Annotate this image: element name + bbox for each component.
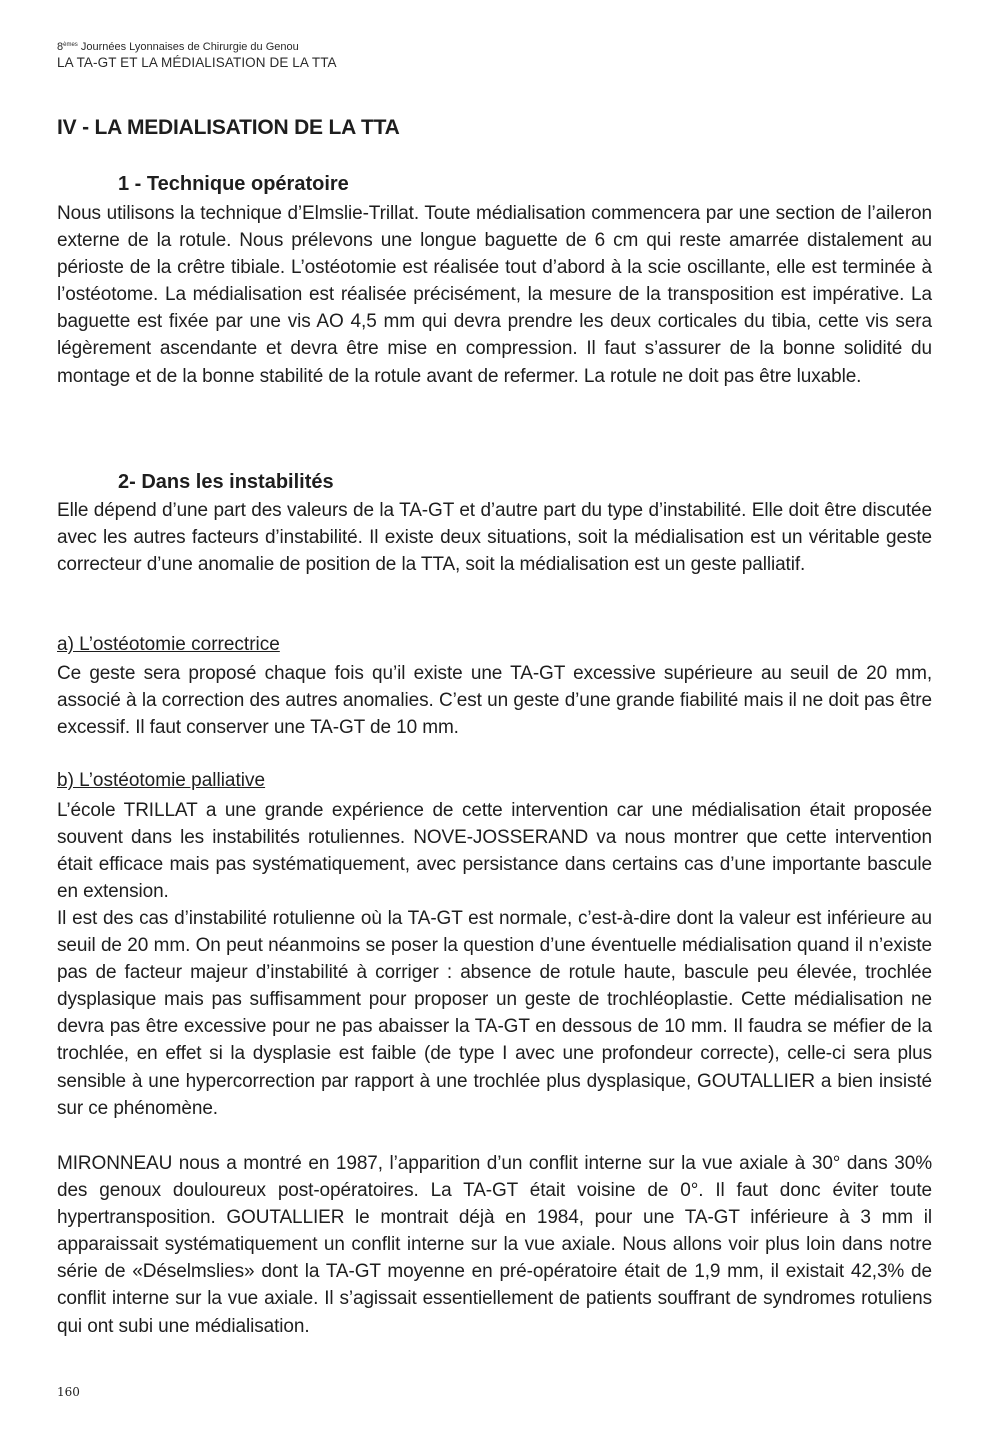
page-number: 160 [57, 1385, 80, 1399]
ordinal-number: 8 [57, 41, 64, 53]
paragraph-palliative-3: MIRONNEAU nous a montré en 1987, l’apparition d’un conflit interne sur la vue axiale à 30° dans 30% des genoux douloureux post-opératoires. La TA-GT était voisine de 0°. Il faut donc éviter toute hypertransposition. GOUTALLIER le montrait déjà en 1984, pour une TA-GT inférieure à 3 mm il apparaissait systématiquement un conflit interne sur la vue axiale. Nous allons voir plus loin dans notre série de «Déselmslies» dont la TA-GT moyenne en pré-opératoire était de 1,9 mm, il existait 42,3% de conflit interne sur la vue axiale. Il s’agissait essentiellement de patients souffrant de syndromes rotuliens qui ont subi une médialisation. [57, 1153, 932, 1337]
ordinal-suffix: èmes [63, 42, 78, 48]
paragraph-technique: Nous utilisons la technique d’Elmslie-Trillat. Toute médialisation commencera par une section de l’aileron externe de la rotule. Nous prélevons une longue baguette de 6 cm qui reste amarrée distalement au périoste de la crêtre tibiale. L’ostéotomie est réalisée tout d’abord à la scie oscillante, elle est terminée à l’ostéotome. La médialisation est réalisée précisément, la mesure de la transposition est impérative. La baguette est fixée par une vis AO 4,5 mm qui devra prendre les deux corticales du tibia, cette vis sera légèrement ascendante et devra être mise en compression. Il faut s’assurer de la bonne solidité du montage et de la bonne stabilité de la rotule avant de refermer. La rotule ne doit pas être luxable. [57, 203, 932, 387]
subsection-title-instabilites: 2- Dans les instabilités [118, 471, 334, 493]
section-title: IV - LA MEDIALISATION DE LA TTA [57, 116, 400, 139]
conference-title: Journées Lyonnaises de Chirurgie du Genou [77, 41, 299, 53]
conference-name [57, 38, 337, 55]
heading-osteotomie-correctrice: a) L’ostéotomie correctrice [57, 634, 280, 655]
running-header [57, 38, 337, 70]
subsection-title-technique: 1 - Technique opératoire [118, 173, 349, 195]
heading-osteotomie-palliative: b) L’ostéotomie palliative [57, 770, 266, 791]
chapter-title: LA TA-GT ET LA MÉDIALISATION DE LA TTA [57, 55, 337, 70]
paragraph-instabilites: Elle dépend d’une part des valeurs de la TA-GT et d’autre part du type d’instabilité. Elle doit être discutée avec les autres facteurs d’instabilité. Il existe deux situations, soit la médialisation est un véritable geste correcteur d’une anomalie de position de la TTA, soit la médialisation est un geste palliatif. [57, 500, 932, 576]
paragraph-palliative-2: Il est des cas d’instabilité rotulienne où la TA-GT est normale, c’est-à-dire dont la valeur est inférieure au seuil de 20 mm. On peut néanmoins se poser la question d’une éventuelle médialisation quand il n’existe pas de facteur majeur d’instabilité à corriger : absence de rotule haute, bascule peu élevée, trochlée dysplasique mais pas suffisamment pour proposer un geste de trochléoplastie. Cette médialisation ne devra pas être excessive pour ne pas abaisser la TA-GT en dessous de 10 mm. Il faudra se méfier de la trochlée, en effet si la dysplasie est faible (de type I avec une profondeur correcte), celle-ci sera plus sensible à une hypercorrection par rapport à une trochlée plus dysplasique, GOUTALLIER a bien insisté sur ce phénomène. [57, 908, 932, 1119]
paragraph-palliative-1: L’école TRILLAT a une grande expérience de cette intervention car une médialisation était proposée souvent dans les instabilités rotuliennes. NOVE-JOSSERAND va nous montrer que cette intervention était efficace mais pas systématiquement, avec persistance dans certains cas d’une importante bascule en extension. [57, 800, 932, 903]
paragraph-osteotomie-correctrice: Ce geste sera proposé chaque fois qu’il existe une TA-GT excessive supérieure au seuil de 20 mm, associé à la correction des autres anomalies. C’est un geste d’une grande fiabilité mais il ne doit pas être excessif. Il faut conserver une TA-GT de 10 mm. [57, 663, 932, 739]
